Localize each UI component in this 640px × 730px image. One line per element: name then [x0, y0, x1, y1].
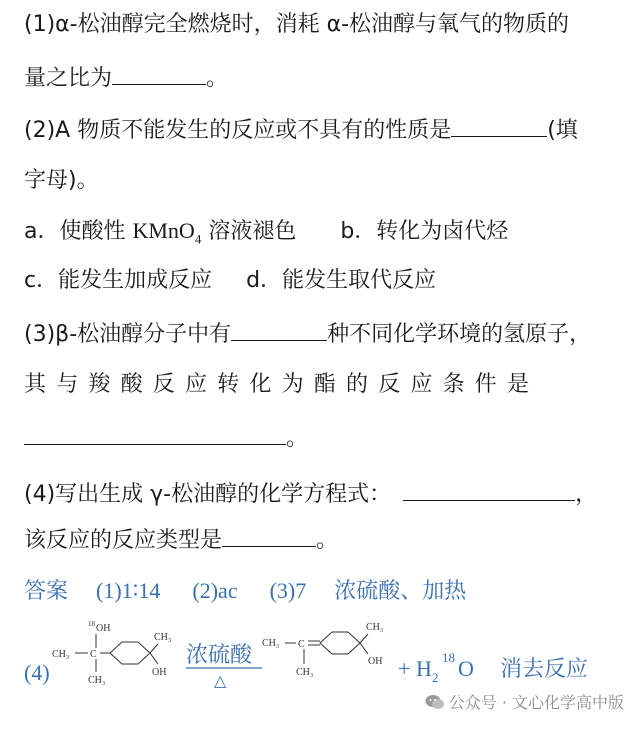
- q1-line2-end: 。: [206, 66, 229, 91]
- answer-line1: [24, 576, 466, 607]
- q3-answer-blank: [231, 318, 327, 341]
- option-c: c．能发生加成反应: [24, 268, 213, 293]
- option-a: [24, 218, 297, 247]
- q4-type-blank: [222, 524, 316, 547]
- q1-line1: (1)α-松油醇完全燃烧时，消耗 α-松油醇与氧气的物质的: [24, 12, 570, 37]
- answer-2: (2)ac: [192, 578, 238, 603]
- q2-answer-blank: [451, 114, 547, 137]
- q3-line3-end: 。: [286, 426, 309, 451]
- q2-line2: 字母)。: [24, 168, 99, 193]
- q3-line1: [24, 318, 591, 350]
- option-a-text: a．使酸性: [24, 219, 133, 244]
- option-b: b．转化为卤代烃: [340, 219, 509, 244]
- reagent-label: 浓硫酸: [186, 643, 253, 668]
- product-c-center: C: [298, 639, 305, 650]
- water-product: [398, 650, 474, 685]
- water-subscript: 2: [432, 670, 439, 685]
- reactant-isotope-label: 18: [88, 620, 95, 628]
- product-ch3-right: CH₃: [366, 622, 384, 633]
- q4-line2: [24, 524, 338, 556]
- q1-line2-text: 量之比为: [24, 66, 113, 91]
- q1-line2: [24, 62, 228, 94]
- watermark: [425, 690, 624, 714]
- water-isotope: 18: [442, 650, 455, 665]
- answer-3-condition: 浓硫酸、加热: [334, 579, 467, 604]
- reaction-type-answer: 消去反应: [500, 657, 589, 682]
- q3-line1-text: (3)β-松油醇分子中有: [24, 322, 232, 347]
- reaction-arrow: [186, 643, 262, 690]
- answer-3: (3)7: [269, 578, 307, 603]
- q4-equation-blank: [403, 478, 575, 501]
- heat-symbol: △: [214, 671, 227, 690]
- answer-1: (1)1∶14: [96, 578, 161, 603]
- q2-line1-text: (2)A 物质不能发生的反应或不具有的性质是: [24, 118, 452, 143]
- q2-line1-end: (填: [547, 118, 578, 143]
- q4-line2-text: 该反应的反应类型是: [24, 528, 223, 553]
- plus-sign: +: [398, 656, 411, 681]
- q2-options-cd: [24, 266, 436, 296]
- product-structure: [262, 622, 383, 678]
- q1-answer-blank: [112, 62, 206, 85]
- answer-label: 答案: [24, 579, 69, 604]
- q4-line1-end: ，: [575, 482, 598, 507]
- water-h: H: [416, 656, 432, 681]
- q4-line1-text: (4)写出生成 γ-松油醇的化学方程式：: [24, 482, 392, 507]
- wechat-icon: [425, 694, 445, 714]
- product-oh-right: OH: [368, 656, 383, 667]
- option-a-formula: KMnO: [132, 218, 195, 243]
- q3-condition-blank: [24, 422, 286, 445]
- q3-line1-end: 种不同化学环境的氢原子，: [327, 322, 592, 347]
- option-a-subscript: 4: [194, 231, 202, 247]
- answer-4-label: (4): [24, 660, 50, 685]
- reactant-oh-right: OH: [152, 667, 167, 678]
- q3-line2: 其与羧酸反应转化为酯的反应条件是: [24, 372, 540, 397]
- product-ch3-left: CH₃: [262, 638, 280, 649]
- water-o: O: [458, 656, 474, 681]
- reactant-structure: [52, 620, 171, 686]
- q4-line2-end: 。: [316, 528, 339, 553]
- reactant-c-center: C: [90, 649, 97, 660]
- reactant-oh-top: OH: [96, 623, 111, 634]
- option-a-text-end: 溶液褪色: [201, 219, 297, 244]
- option-d: d．能发生取代反应: [246, 268, 437, 293]
- watermark-text: 公众号 · 文心化学高中版: [448, 693, 624, 712]
- q2-line1: [24, 114, 578, 146]
- product-ch3-bottom: CH₃: [296, 667, 314, 678]
- reactant-ch3-left: CH₃: [52, 649, 70, 660]
- reactant-ch3-right: CH₃: [154, 632, 172, 643]
- q3-line3: [24, 422, 308, 454]
- q2-options-ab: [24, 216, 508, 254]
- reactant-ch3-bottom: CH₃: [88, 675, 106, 686]
- q4-line1: [24, 478, 597, 510]
